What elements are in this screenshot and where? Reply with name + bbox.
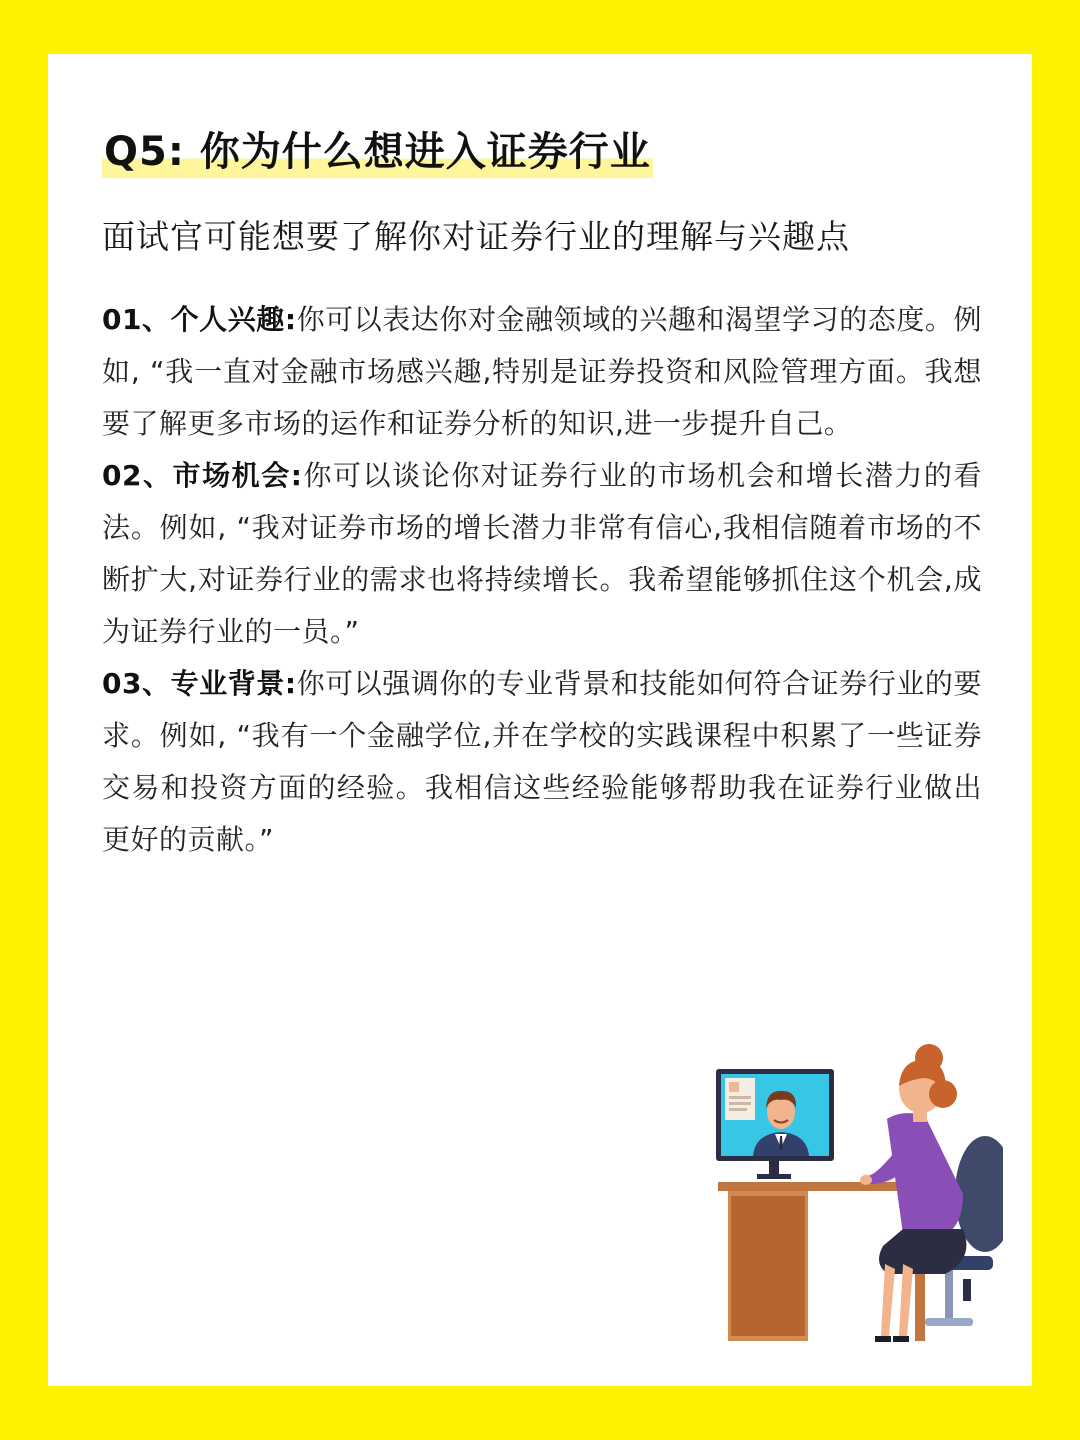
monitor-icon bbox=[716, 1069, 834, 1179]
point-1 bbox=[102, 294, 982, 450]
answer-points bbox=[102, 294, 982, 866]
point-1-text: 你可以表达你对金融领域的兴趣和渴望学习的态度。例如, “我一直对金融市场感兴趣,特别是证券投资和风险管理方面。我想要了解更多市场的运作和证券分析的知识,进一步提升自己。 bbox=[102, 303, 982, 440]
point-2-text: 你可以谈论你对证券行业的市场机会和增长潜力的看法。例如, “我对证券市场的增长潜力非常有信心,我相信随着市场的不断扩大,对证券行业的需求也将持续增长。我希望能够抓住这个机会,成为证券行业的一员。” bbox=[102, 459, 982, 648]
point-3 bbox=[102, 658, 982, 866]
point-3-text: 你可以强调你的专业背景和技能如何符合证券行业的要求。例如, “我有一个金融学位,并在学校的实践课程中积累了一些证券交易和投资方面的经验。我相信这些经验能够帮助我在证券行业做出更好的贡献。” bbox=[102, 667, 982, 856]
title-wrap bbox=[102, 124, 653, 180]
page-subtitle: 面试官可能想要了解你对证券行业的理解与兴趣点 bbox=[102, 217, 850, 256]
point-2 bbox=[102, 450, 982, 658]
content-card bbox=[48, 54, 1032, 1386]
point-3-heading: 03、专业背景: bbox=[102, 667, 297, 700]
page-title: Q5: 你为什么想进入证券行业 bbox=[102, 124, 653, 180]
point-2-heading: 02、市场机会: bbox=[102, 459, 303, 492]
point-1-heading: 01、个人兴趣: bbox=[102, 303, 297, 336]
video-interview-illustration bbox=[663, 1024, 1003, 1344]
